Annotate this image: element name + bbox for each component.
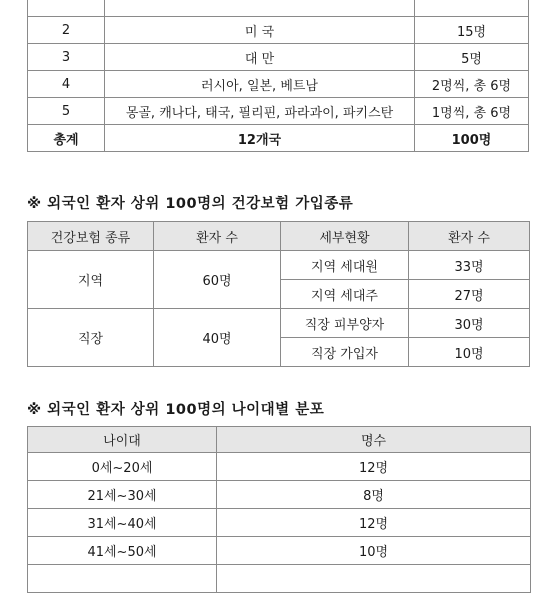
rank-cell xyxy=(28,0,105,17)
rank-cell: 2 xyxy=(28,17,105,44)
detail-label-cell: 직장 피부양자 xyxy=(281,309,409,338)
table-row xyxy=(28,565,531,593)
count-cell xyxy=(217,565,531,593)
section-title-age: ※ 외국인 환자 상위 100명의 나이대별 분포 xyxy=(27,402,325,418)
header-row xyxy=(28,427,531,453)
count-cell: 2명씩, 총 6명 xyxy=(415,71,529,98)
table-row xyxy=(28,537,531,565)
table-row xyxy=(28,309,530,338)
country-cell: 대 만 xyxy=(105,44,415,71)
total-row xyxy=(28,125,529,152)
count-cell: 10명 xyxy=(217,537,531,565)
insurance-type-cell: 지역 xyxy=(28,251,154,309)
table-row xyxy=(28,0,529,17)
count-cell: 8명 xyxy=(217,481,531,509)
table-row xyxy=(28,71,529,98)
insurance-table xyxy=(27,221,530,367)
country-cell: 몽골, 캐나다, 태국, 필리핀, 파라과이, 파키스탄 xyxy=(105,98,415,125)
insurance-total-cell: 60명 xyxy=(154,251,281,309)
detail-label-cell: 직장 가입자 xyxy=(281,338,409,367)
total-country: 12개국 xyxy=(105,125,415,152)
age-cell: 0세~20세 xyxy=(28,453,217,481)
table-row xyxy=(28,481,531,509)
insurance-type-cell: 직장 xyxy=(28,309,154,367)
detail-label-cell: 지역 세대원 xyxy=(281,251,409,280)
table-row xyxy=(28,453,531,481)
count-cell: 15명 xyxy=(415,17,529,44)
section-title-insurance: ※ 외국인 환자 상위 100명의 건강보험 가입종류 xyxy=(27,196,354,212)
count-cell xyxy=(415,0,529,17)
detail-count-cell: 27명 xyxy=(409,280,530,309)
table-row xyxy=(28,251,530,280)
age-table xyxy=(27,426,531,593)
total-count: 100명 xyxy=(415,125,529,152)
column-header: 환자 수 xyxy=(409,222,530,251)
column-header: 나이대 xyxy=(28,427,217,453)
total-label: 총계 xyxy=(28,125,105,152)
table-row xyxy=(28,98,529,125)
country-cell: 러시아, 일본, 베트남 xyxy=(105,71,415,98)
rank-cell: 5 xyxy=(28,98,105,125)
country-table xyxy=(27,0,529,152)
age-cell: 31세~40세 xyxy=(28,509,217,537)
detail-count-cell: 33명 xyxy=(409,251,530,280)
count-cell: 5명 xyxy=(415,44,529,71)
detail-count-cell: 30명 xyxy=(409,309,530,338)
column-header: 세부현황 xyxy=(281,222,409,251)
table-row xyxy=(28,17,529,44)
insurance-total-cell: 40명 xyxy=(154,309,281,367)
column-header: 건강보험 종류 xyxy=(28,222,154,251)
rank-cell: 3 xyxy=(28,44,105,71)
table-row xyxy=(28,44,529,71)
age-cell xyxy=(28,565,217,593)
column-header: 환자 수 xyxy=(154,222,281,251)
count-cell: 1명씩, 총 6명 xyxy=(415,98,529,125)
rank-cell: 4 xyxy=(28,71,105,98)
column-header: 명수 xyxy=(217,427,531,453)
country-cell: 미 국 xyxy=(105,17,415,44)
table-row xyxy=(28,509,531,537)
detail-count-cell: 10명 xyxy=(409,338,530,367)
country-cell xyxy=(105,0,415,17)
header-row xyxy=(28,222,530,251)
age-cell: 41세~50세 xyxy=(28,537,217,565)
count-cell: 12명 xyxy=(217,509,531,537)
age-cell: 21세~30세 xyxy=(28,481,217,509)
count-cell: 12명 xyxy=(217,453,531,481)
detail-label-cell: 지역 세대주 xyxy=(281,280,409,309)
